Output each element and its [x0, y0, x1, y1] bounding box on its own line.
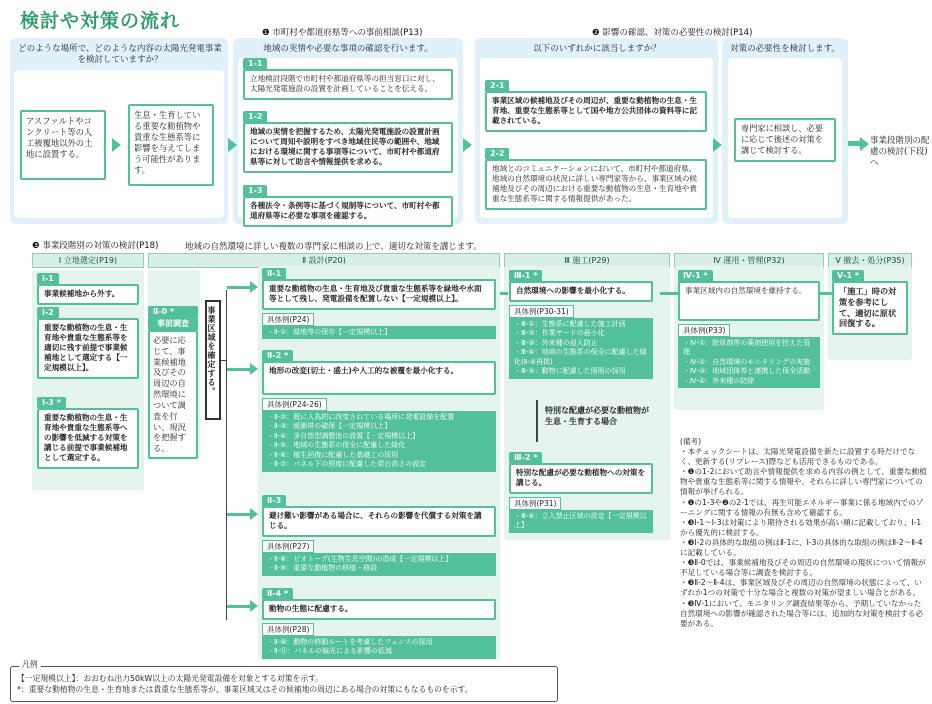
phase-IV: Ⅳ 運用・管理(P32)	[674, 253, 824, 268]
tag-IV-1: Ⅳ-1 *	[678, 270, 713, 281]
exlist-III-1	[509, 318, 653, 379]
special-arrow	[536, 400, 538, 442]
ex-II-2-1: ・Ⅱ-③：緩衝帯の確保【一定規模以上】	[267, 422, 392, 431]
ex-IV-1-3: ・Ⅳ-④：外来種の防除	[683, 376, 755, 385]
tag-2-2: 2-2	[485, 148, 509, 159]
text-1-3-body: 各種法令・条例等に基づく規制等について、市町村や都道府県等に必要な事項を確認する。	[250, 201, 440, 221]
arrow-to-expert	[713, 138, 722, 152]
intro-box1-text: アスファルトやコンクリート等の人工被覆地以外の土地に設置する。	[26, 116, 93, 159]
IV-1	[678, 270, 820, 388]
text-III-2-body: 特別な配慮が必要な動植物への対策を講じる。	[516, 468, 646, 488]
note-1: ・❶の1-2において助言や情報提供を求める内容の例として、重要な動植物や貴重な生態系等に関する情報や、それらに詳しい専門家についての情報が挙げられる。	[680, 467, 927, 497]
ex-II-4-0: ・Ⅱ-⑩：動物の移動ルートを考慮したフェンスの採用	[267, 638, 433, 647]
tag-II-0: Ⅱ-0 *	[148, 306, 198, 317]
II-4	[262, 588, 496, 659]
text-IV-1-body: 事業区域内の自然環境を維持する。	[685, 286, 807, 295]
ex-II-3: 具体例(P27)	[262, 540, 314, 553]
flow-III-IV	[660, 292, 678, 295]
tag-2-1: 2-1	[485, 80, 509, 91]
note-2: ・❶の1-3や❷の2-1では、再生可能エネルギー事業に係る地域内でのゾーニングに関する情報の有無も含めて確認する。	[680, 497, 924, 517]
text-I-3	[37, 408, 139, 469]
title-II-0: 事前調査	[148, 317, 198, 330]
text-I-1-body: 事業候補地から外す。	[44, 289, 120, 298]
text-II-4-body: 動物の生態に配慮する。	[269, 604, 353, 613]
phase-III: Ⅲ 施工(P29)	[504, 253, 670, 268]
tag-1-2: 1-2	[243, 111, 267, 122]
text-1-2	[243, 122, 453, 173]
ex-III-1-3: ・Ⅲ-④：地域の生態系の保全に配慮した緑化(Ⅱ-⑤再掲)	[514, 348, 647, 366]
text-IV-1	[678, 281, 820, 321]
note-6: ・❸Ⅱ-2～Ⅱ-4は、事業区域及びその周辺の自然環境の状態によって、いずれか1つの対策で十分な場合と複数の対策が望ましい場合とがある。	[680, 578, 922, 598]
tag-II-3: Ⅱ-3	[262, 495, 286, 506]
flow-IV-V	[818, 292, 832, 295]
ex-II-2-5: ・Ⅱ-⑦：パネル下の照度に配慮した架台高さの設定	[267, 460, 427, 469]
arrow-next	[860, 137, 869, 151]
text-1-3	[243, 196, 453, 227]
I-2	[37, 307, 139, 379]
text-II-2-body: 地形の改変(切土・盛土)や人工的な被覆を最小化する。	[269, 366, 459, 375]
tag-III-1: Ⅲ-1 *	[509, 270, 542, 281]
tag-1-3: 1-3	[243, 185, 267, 196]
step2-question2: 対策の必要性を検討します。	[730, 44, 840, 54]
text-1-2-body: 地域の実情を把握するため、太陽光発電施設の設置計画について周知や説明をすべき地域住民等の範囲や、地域における環境に関する事項等について、市町村や都道府県等に対して助言や情報提供を求める。	[250, 127, 440, 167]
text-III-2	[509, 463, 653, 494]
notes	[680, 437, 928, 629]
note-4: ・❸Ⅰ-2の具体的な取組の例はⅡ-1に、Ⅰ-3の具体的な取組の例はⅡ-2～Ⅱ-4に記載している。	[680, 537, 923, 558]
ex-III-2-0: ・Ⅲ-⑥：立入禁止区域の設定【一定規模以上】	[514, 512, 647, 530]
III-2	[509, 452, 653, 533]
arrow-II2	[250, 363, 258, 375]
phase-II: Ⅱ 設計(P20)	[148, 253, 500, 268]
ex-II-3-1: ・Ⅱ-⑨：重要な動植物の移植・移設	[267, 564, 378, 573]
step1-label: ❶ 市町村や都道府県等への事前相談(P13)	[262, 28, 423, 38]
step2-item2	[485, 148, 707, 210]
text-II-1-body: 重要な動植物の生息・生育地及び貴重な生態系等を緑地や水面等として残し、発電設備を配置しない【一定規模以上】。	[269, 284, 482, 304]
confirm-box	[205, 300, 221, 420]
tag-II-1: Ⅱ-1	[262, 268, 286, 279]
text-2-1-body: 事業区域の候補地及びその周辺が、重要な動植物の生息・生育地、重要な生態系等として国や地方公共団体の資料等に記載されている。	[492, 96, 698, 126]
exlist-IV-1	[678, 337, 820, 388]
ex-IV-1-1: ・Ⅳ-②：自然環境のモニタリングの実施	[683, 357, 811, 366]
arrow-intro	[112, 138, 121, 152]
text-II-3-body: 避け難い影響がある場合に、それらの影響を代償する対策を講じる。	[269, 511, 482, 531]
note-0: ・本チェックシートは、太陽光発電設備を新たに設置する時だけでなく、更新する(リプレース)際なども活用できるものである。	[680, 447, 916, 467]
step1-item1	[243, 58, 453, 100]
intro-box2-text: 生息・生育している重要な動植物や貴重な生態系等に影響を与えてしまう可能性があります。	[134, 110, 201, 175]
text-1-1: 立地検討段階で市町村や都道府県等の担当窓口に対し、太陽光発電施設の設置を計画していることを伝える。	[243, 69, 453, 100]
note-5: ・❸Ⅱ-0では、事業候補地及びその周辺の自然環境の現状について情報が不足している場合等に調査を検討する。	[680, 558, 926, 578]
ex-II-1: 具体例(P24)	[262, 313, 314, 326]
step2-item1	[485, 80, 707, 132]
expert-text: 専門家に相談し、必要に応じて後述の対策を講じて検討する。	[741, 123, 823, 155]
II-2	[262, 350, 496, 472]
ex-IV-1: 具体例(P33)	[678, 324, 730, 337]
text-2-1	[485, 91, 707, 132]
intro-question: どのような場所で、どのような内容の太陽光発電事業を検討していますか？	[18, 44, 222, 66]
III-1	[509, 270, 653, 379]
ex-III-1: 具体例(P30-31)	[509, 305, 574, 318]
ex-II-2: 具体例(P24-26)	[262, 398, 327, 411]
page-title: 検討や対策の流れ	[20, 10, 181, 32]
ex-II-2-0: ・Ⅱ-②：既に人為的に改变されている場所に発電設備を配置	[267, 413, 455, 421]
text-V-1-body: 「施工」時の対策を参考にして、適切に原状回復する。	[839, 286, 897, 329]
text-III-1	[509, 281, 653, 302]
tag-V-1: Ⅴ-1 *	[832, 270, 864, 281]
legend	[10, 660, 558, 702]
ex-III-2: 具体例(P31)	[509, 497, 561, 510]
legend-line2: *：重要な動植物の生息・生育地または貴重な生態系等が、事業区域又はその候補地の周辺にある場合の対策にもなるものを示す。	[17, 684, 473, 694]
arrow-II2-line	[227, 368, 251, 371]
ex-IV-1-2: ・Ⅳ-③：地域団体等と連携した保全活動	[683, 367, 811, 376]
text-I-1	[37, 284, 139, 305]
tag-I-3: Ⅰ-3 *	[37, 397, 66, 408]
text-II-4	[262, 599, 496, 620]
ex-II-3-0: ・Ⅱ-⑧：ビオトープ(生物生息空間)の造成【一定規模以上】	[267, 555, 453, 564]
ex-III-1-1: ・Ⅲ-②：作業ヤードの最小化	[514, 329, 605, 338]
step3-subtitle: 地域の自然環境に詳しい複数の専門家に相談の上で、適切な対策を講じます。	[185, 242, 482, 252]
exlist-II-4	[262, 636, 496, 659]
text-2-2: 地域とのコミュニケーションにおいて、市町村や都道府県、地域の自然環境の状況に詳しい専門家等から、事業区域の候補地及びその周辺における重要な動植物の生息・生育地や貴重な生態系等に関する情報提供があった。	[485, 159, 707, 210]
tag-1-1: 1-1	[243, 58, 267, 69]
expert-box	[734, 118, 836, 162]
text-I-2-body: 重要な動植物の生息・生育地や貴重な生態系等を適切に残す前提で事業候補地として選定する【一定規模以上】。	[44, 323, 128, 373]
notes-head: (備考)	[680, 437, 702, 446]
legend-head: 凡例	[19, 660, 41, 671]
special-text: 特別な配慮が必要な動植物が生息・生育する場合	[545, 406, 649, 426]
note-3: ・❸Ⅰ-1～Ⅰ-3は対策により期待される効果が高い順に記載しており、Ⅰ-1から優先的に検討する。	[680, 517, 922, 537]
flow-II-III	[500, 292, 508, 295]
ex-II-1-0: ・Ⅱ-①：緑地等の保存【一定規模以上】	[267, 328, 392, 337]
tag-I-1: Ⅰ-1	[37, 273, 59, 284]
ex-II-2-3: ・Ⅱ-⑤：地域の生態系の保全に配慮した緑化	[267, 441, 406, 450]
II-3	[262, 495, 496, 576]
arrow-II1	[250, 281, 258, 293]
step1-item2	[243, 111, 453, 173]
exlist-II-3	[262, 553, 496, 576]
tag-II-2: Ⅱ-2 *	[262, 350, 293, 361]
text-II-1	[262, 279, 496, 310]
ex-IV-1-0: ・Ⅳ-①：除草剤等の薬剤使用を控えた管理	[683, 339, 811, 357]
step3-label: ❸ 事業段階別の対策の検討(P18)	[32, 241, 159, 251]
step1-question: 地域の実情や必要な事項の確認を行います。	[263, 44, 433, 54]
step2-label: ❷ 影響の確認、対策の必要性の検討(P14)	[592, 28, 753, 38]
arrow-to-step2	[463, 138, 472, 152]
arrow-II4	[250, 600, 258, 612]
step1-item3	[243, 185, 453, 227]
arrow-to-step1	[228, 138, 237, 152]
arrow-II1-line	[227, 286, 251, 289]
ex-II-4: 具体例(P28)	[262, 623, 314, 636]
ex-II-2-2: ・Ⅱ-④：多自然型調整池の設置【一定規模以上】	[267, 431, 420, 440]
confirm-text: 事業区域を確定する。	[207, 306, 216, 396]
phase-V: Ⅴ 撤去・処分(P35)	[828, 253, 912, 268]
connector-II	[226, 290, 227, 620]
text-I-3-body: 重要な動植物の生息・生育地や貴重な生態系等への影響を低減する対策を講じる前提で事業候補地として選定する。	[44, 413, 128, 463]
ex-III-1-2: ・Ⅲ-③：外来種の侵入防止	[514, 338, 598, 347]
text-II-3	[262, 506, 496, 537]
ex-III-1-4: ・Ⅲ-⑤：動物に配慮した照明の採用	[514, 367, 626, 376]
II-0	[148, 306, 198, 459]
step2-question: 以下のいずれかに該当しますか？	[533, 44, 661, 54]
next-text: 事業段階別の配慮の検討(下段)へ	[870, 136, 930, 169]
exlist-II-2	[262, 411, 496, 472]
ex-II-4-1: ・Ⅱ-⑪：パネルの偏光による影響の低減	[267, 647, 392, 656]
tag-II-4: Ⅱ-4 *	[262, 588, 293, 599]
V-1	[832, 270, 908, 335]
tag-III-2: Ⅲ-2 *	[509, 452, 542, 463]
II-1	[262, 268, 496, 339]
legend-line1: 【一定規模以上】：おおむね出力50kW以上の太陽光発電設備を対象とする対策を示す。	[17, 674, 324, 683]
intro-box1	[20, 110, 106, 180]
I-3	[37, 397, 139, 469]
text-II-2	[262, 361, 496, 395]
I-1	[37, 273, 139, 305]
ex-II-2-4: ・Ⅱ-⑥：植生回復に配慮した基礎工の採用	[267, 450, 399, 459]
text-V-1	[832, 281, 908, 335]
note-7: ・❸Ⅳ-1において、モニタリング調査結果等から、予期していなかった自然環境への影響が確認された場合等には、追加的な対策を検討する必要がある。	[680, 598, 923, 628]
text-II-0: 必要に応じて、事業候補地及びその周辺の自然環境について調査を行い、現況を把握する。	[148, 330, 198, 459]
exlist-III-2	[509, 510, 653, 533]
text-III-1-body: 自然環境への影響を最小化する。	[516, 286, 630, 295]
exlist-II-1	[262, 326, 496, 339]
arrow-II4-line	[227, 605, 251, 608]
arrow-II3	[250, 508, 258, 520]
arrow-II3-line	[227, 513, 251, 516]
ex-III-1-0: ・Ⅲ-①：生態系に配慮した施工計画	[514, 320, 626, 329]
text-I-2	[37, 318, 139, 379]
intro-box2	[128, 104, 214, 186]
tag-I-2: Ⅰ-2	[37, 307, 59, 318]
phase-I: Ⅰ 立地選定(P19)	[32, 253, 144, 268]
connector-II-h	[221, 360, 227, 361]
